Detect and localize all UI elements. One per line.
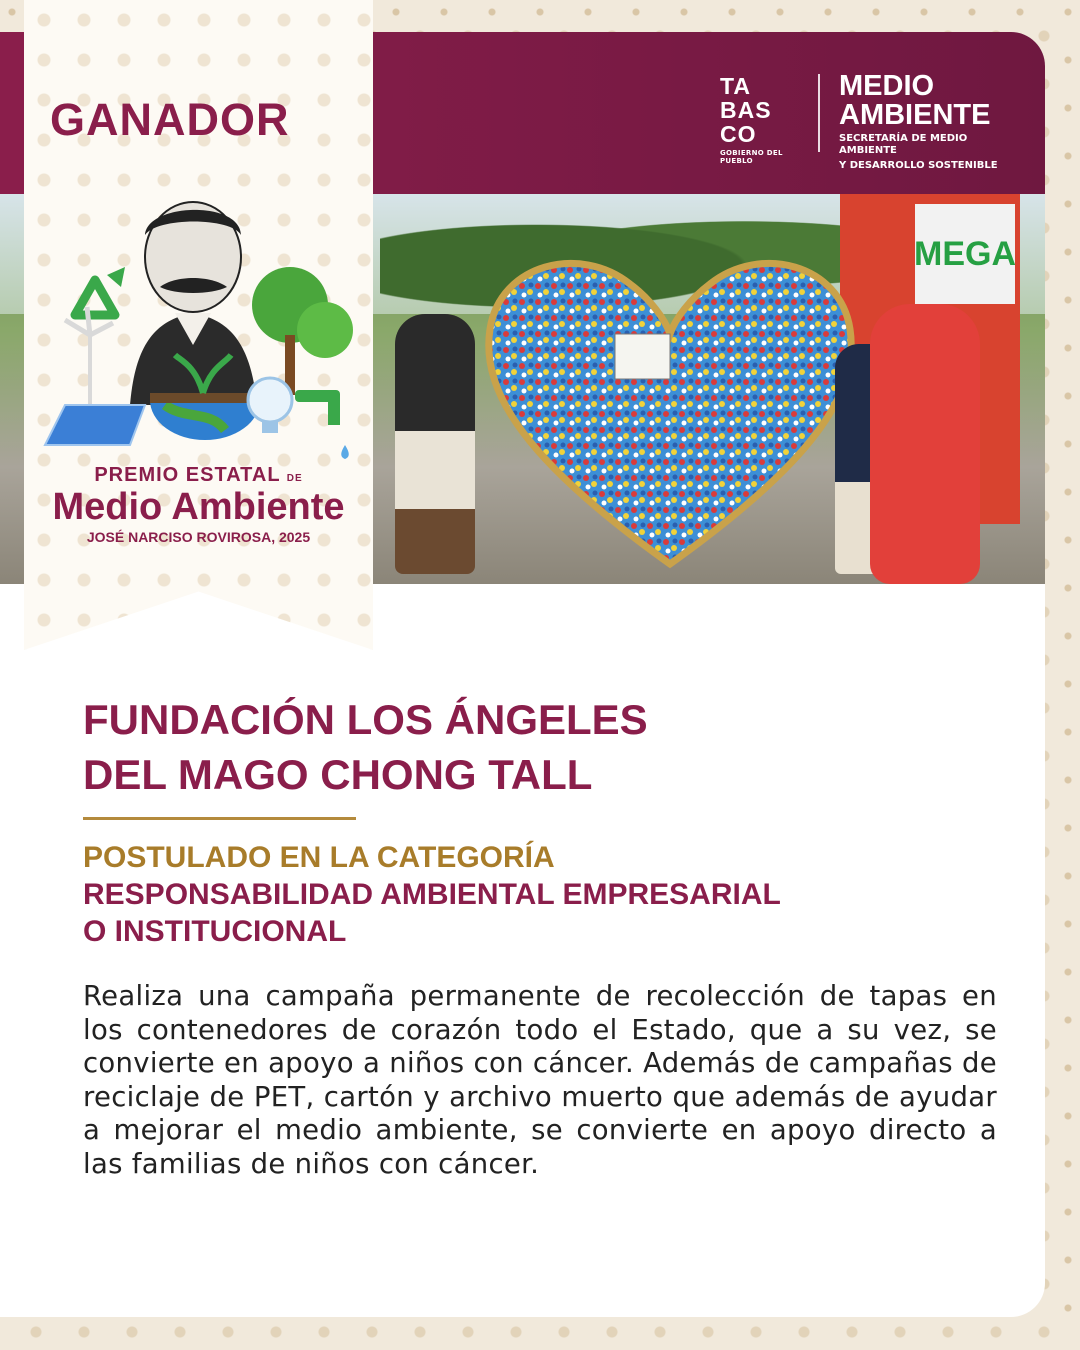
category-line: O INSTITUCIONAL bbox=[83, 915, 347, 948]
award-line-1: PREMIO ESTATAL bbox=[94, 464, 281, 486]
agency-subtitle-line: SECRETARÍA DE MEDIO AMBIENTE bbox=[839, 133, 968, 156]
store-sign: MEGA bbox=[915, 204, 1015, 304]
winner-badge: GANADOR bbox=[50, 94, 290, 145]
solar-panel-icon bbox=[45, 405, 145, 445]
award-emblem bbox=[35, 195, 360, 460]
category-block bbox=[83, 839, 983, 950]
tree-icon bbox=[252, 267, 353, 395]
tabasco-logo-line: BAS bbox=[720, 97, 772, 123]
award-line-1-de: DE bbox=[286, 473, 303, 484]
tabasco-logo-line: CO bbox=[720, 121, 757, 147]
wind-turbine-icon bbox=[65, 307, 113, 410]
lightbulb-icon bbox=[248, 378, 292, 433]
recycle-icon bbox=[75, 267, 125, 315]
medio-ambiente-logo bbox=[839, 72, 1020, 172]
header-logos bbox=[720, 70, 1020, 171]
agency-subtitle-line: Y DESARROLLO SOSTENIBLE bbox=[839, 160, 998, 171]
category-prefix: POSTULADO EN LA CATEGORÍA bbox=[83, 841, 555, 874]
agency-title-line: MEDIO bbox=[839, 70, 935, 102]
photo-person-woman bbox=[870, 304, 980, 584]
description-text: Realiza una campaña permanente de recolección de tapas en los contenedores de corazón todo el Estado, que a su vez, se convierte en apoyo a niños con cáncer. Además de campañas de reciclaje de PET, cartón y archivo muerto que además de ayudar a mejorar el medio ambiente, se convierte en apoyo directo a las familias de niños con cáncer. bbox=[83, 980, 997, 1180]
logo-divider bbox=[818, 74, 820, 152]
photo-person-man bbox=[395, 314, 475, 574]
tabasco-logo-line: TA bbox=[720, 73, 751, 99]
organization-line: FUNDACIÓN LOS ÁNGELES bbox=[83, 696, 648, 743]
category-line: RESPONSABILIDAD AMBIENTAL EMPRESARIAL bbox=[83, 878, 781, 911]
award-line-2: Medio Ambiente bbox=[52, 486, 345, 528]
tabasco-subtitle: GOBIERNO DEL PUEBLO bbox=[720, 149, 783, 165]
faucet-icon bbox=[295, 390, 349, 459]
tabasco-logo bbox=[720, 74, 810, 165]
heart-container-icon bbox=[470, 234, 870, 574]
award-line-3: JOSÉ NARCISO ROVIROSA, 2025 bbox=[86, 529, 311, 545]
award-title bbox=[24, 464, 373, 545]
organization-line: DEL MAGO CHONG TALL bbox=[83, 751, 593, 798]
organization-name bbox=[83, 692, 783, 802]
agency-title-line: AMBIENTE bbox=[839, 99, 991, 131]
gold-divider bbox=[83, 817, 356, 820]
